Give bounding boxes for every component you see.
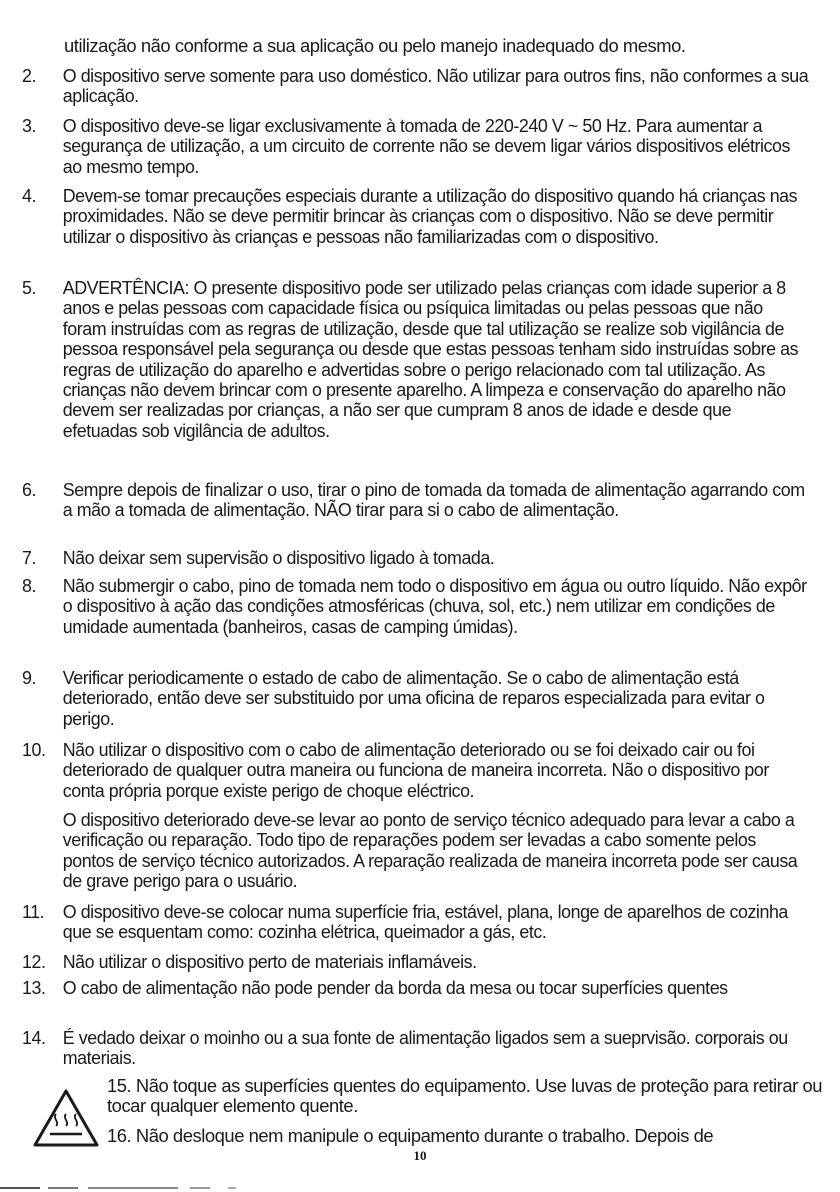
item-number: 5.	[22, 277, 37, 298]
list-item-continuation	[22, 810, 810, 892]
list-item	[22, 902, 810, 943]
item-number: 6.	[22, 479, 37, 500]
list-item	[22, 952, 810, 972]
item-number: 14.	[22, 1027, 46, 1048]
item-text: O cabo de alimentação não pode pender da borda da mesa ou tocar superfícies quentes	[62, 977, 728, 998]
item-text: Não deixar sem supervisão o dispositivo ligado à tomada.	[62, 547, 495, 568]
list-item	[22, 576, 810, 637]
item-text: O dispositivo deteriorado deve-se levar ao ponto de serviço técnico adequado para levar a cabo a verificação ou reparação. Todo tipo de reparações podem ser levadas a cabo somente pelos pontos de serviço técnico autorizados. A reparação realizada de maneira incorreta pode ser causa de grave perigo para o usuário.	[62, 809, 798, 892]
warning-item: 15. Não toque as superfícies quentes do equipamento. Use luvas de proteção para retirar ou tocar qualquer elemento quente.	[107, 1075, 823, 1117]
list-item	[22, 978, 810, 998]
item-text: O dispositivo deve-se colocar numa superfície fria, estável, plana, longe de aparelhos de cozinha que se esquentam como: cozinha elétrica, queimador a gás, etc.	[62, 901, 788, 943]
warning-item: 16. Não desloque nem manipule o equipamento durante o trabalho. Depois de	[107, 1125, 714, 1146]
item-number: 7.	[22, 547, 37, 568]
page-number: 10	[413, 1148, 427, 1163]
list-item	[22, 740, 810, 801]
scan-artifact-strip	[0, 1186, 260, 1190]
item-number: 2.	[22, 65, 37, 86]
item-text: O dispositivo deve-se ligar exclusivamente à tomada de 220-240 V ~ 50 Hz. Para aumentar a segurança de utilização, a um circuito de corrente não se devem ligar vários dispositivos elétricos ao mesmo tempo.	[62, 115, 790, 177]
list-item	[22, 186, 810, 247]
hot-surface-warning-icon	[32, 1088, 100, 1148]
item-number: 3.	[22, 115, 37, 136]
item-number: 13.	[22, 977, 46, 998]
item-number: 4.	[22, 185, 37, 206]
list-item	[22, 548, 810, 568]
list-item	[22, 116, 810, 177]
list-item	[22, 480, 810, 521]
list-item	[22, 278, 810, 441]
item-number: 10.	[22, 739, 46, 760]
item-text: Não utilizar o dispositivo com o cabo de alimentação deteriorado ou se foi deixado cair ou foi deteriorado de qualquer outra maneira ou funciona de maneira incorreta. Não o dispositivo por conta própria porque existe perigo de choque eléctrico.	[62, 739, 769, 801]
item-number: 8.	[22, 575, 37, 596]
item-text: É vedado deixar o moinho ou a sua fonte de alimentação ligados sem a sueprvisão. corporais ou materiais.	[62, 1027, 788, 1069]
lead-line: utilização não conforme a sua aplicação ou pelo manejo inadequado do mesmo.	[64, 35, 686, 56]
item-text: Não submergir o cabo, pino de tomada nem todo o dispositivo em água ou outro líquido. Não expôr o dispositivo à ação das condições atmosféricas (chuva, sol, etc.) nem utilizar em condições de umidade aumentada (banheiros, casas de camping úmidas).	[62, 575, 807, 637]
list-item	[22, 66, 810, 107]
item-number: 11.	[22, 901, 45, 922]
item-text: Sempre depois de finalizar o uso, tirar o pino de tomada da tomada de alimentação agarrando com a mão a tomada de alimentação. NÃO tirar para si o cabo de alimentação.	[62, 479, 805, 521]
item-text: Devem-se tomar precauções especiais durante a utilização do dispositivo quando há crianças nas proximidades. Não se deve permitir brincar às crianças com o dispositivo. Não se deve permitir utilizar o dispositivo às crianças e pessoas não familiarizadas com o dispositivo.	[62, 185, 798, 247]
list-item	[22, 1028, 810, 1069]
list-item	[22, 668, 810, 729]
item-number: 12.	[22, 951, 46, 972]
item-text: ADVERTÊNCIA: O presente dispositivo pode ser utilizado pelas crianças com idade superior a 8 anos e pelas pessoas com capacidade física ou psíquica limitadas ou pelas pessoas que não foram instruídas com as regras de utilização, desde que tal utilização se realize sob vigilância de pessoa responsável pela segurança ou desde que estas pessoas tenham sido instruídas sobre as regras de utilização do aparelho e advertidas sobre o perigo relacionado com tal utilização. As crianças não devem brincar com o presente aparelho. A limpeza e conservação do aparelho não devem ser realizadas por crianças, a não ser que cumpram 8 anos de idade e desde que efetuadas sob vigilância de adultos.	[62, 277, 799, 441]
item-text: Verificar periodicamente o estado de cabo de alimentação. Se o cabo de alimentação está deteriorado, então deve ser substituido por uma oficina de reparos especializada para evitar o perigo.	[62, 667, 765, 729]
item-text: Não utilizar o dispositivo perto de materiais inflamáveis.	[62, 951, 477, 972]
item-text: O dispositivo serve somente para uso doméstico. Não utilizar para outros fins, não conformes a sua aplicação.	[62, 65, 809, 107]
item-number: 9.	[22, 667, 37, 688]
